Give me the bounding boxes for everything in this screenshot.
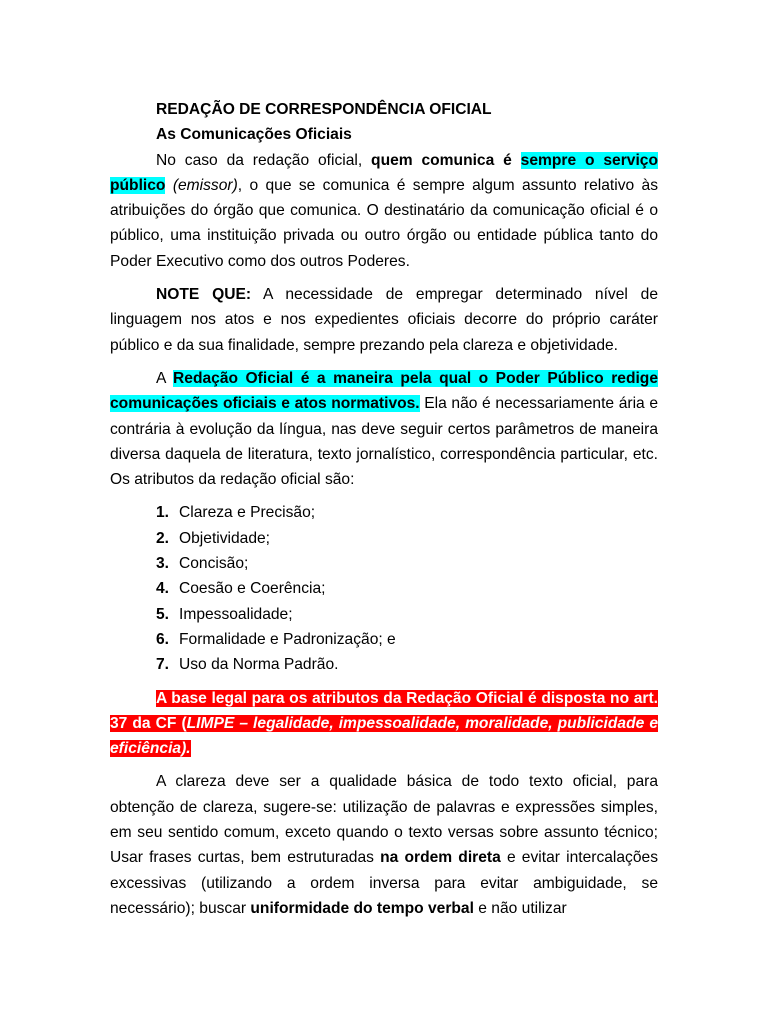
bold-text: uniformidade do tempo verbal	[250, 899, 474, 917]
text	[165, 177, 172, 194]
list-item	[156, 576, 658, 601]
list-number: 7.	[156, 656, 170, 674]
bold-text: quem comunica é	[371, 151, 521, 169]
text: A	[156, 369, 174, 387]
text: e não utilizar	[473, 899, 567, 917]
list-text: Formalidade e Padronização; e	[179, 630, 396, 648]
paragraph-intro	[110, 148, 658, 274]
list-number: 3.	[156, 555, 170, 573]
red-highlighted-text: A base legal para os atributos da Redação Oficial é disposta no art. 37 da CF (	[110, 689, 658, 732]
list-text: Coesão e Coerência;	[179, 580, 326, 598]
section-subtitle: As Comunicações Oficiais	[156, 126, 352, 144]
list-item	[156, 652, 658, 677]
list-text: Clareza e Precisão;	[179, 504, 316, 522]
list-item	[156, 602, 658, 627]
highlighted-text: sempre o serviço público	[110, 151, 658, 194]
list-number: 1.	[156, 504, 170, 522]
note-label: NOTE QUE:	[156, 286, 252, 304]
text: A necessidade de empregar determinado nível de linguagem nos atos e nos expedientes oficiais decorre do próprio caráter público e da sua finalidade, sempre prezando pela clareza e objetividade.	[110, 286, 658, 354]
list-text: Concisão;	[179, 555, 249, 573]
document-title: REDAÇÃO DE CORRESPONDÊNCIA OFICIAL	[156, 101, 492, 118]
paragraph-definition	[110, 366, 658, 492]
list-number: 2.	[156, 529, 170, 547]
italic-text: (emissor)	[172, 176, 238, 194]
attributes-list	[110, 500, 658, 677]
text: e evitar intercalações excessivas (utilizando a ordem inversa para evitar ambiguidade, se necessário); buscar	[110, 849, 658, 917]
paragraph-clarity	[110, 769, 658, 921]
list-item	[156, 551, 658, 576]
list-number: 6.	[156, 630, 170, 648]
list-number: 5.	[156, 605, 170, 623]
red-highlighted-italic-text: LIMPE – legalidade, impessoalidade, moralidade, publicidade e eficiência).	[110, 714, 658, 758]
text: , o que se comunica é sempre algum assunto relativo às atribuições do órgão que comunica. O destinatário da comunicação oficial é o público, uma instituição privada ou outro órgão ou entidade pública tanto do Poder Executivo como dos outros Poderes.	[110, 176, 658, 270]
highlighted-text: Redação Oficial é a maneira pela qual o Poder Público redige comunicações oficiais e atos normativos.	[110, 369, 658, 413]
paragraph-note	[110, 282, 658, 358]
list-item	[156, 526, 658, 551]
text: A clareza deve ser a qualidade básica de todo texto oficial, para obtenção de clareza, sugere-se: utilização de palavras e expressões simples, em seu sentido comum, exceto quando o texto versas sobre assunto técnico; Usar frases curtas, bem estruturadas	[110, 773, 658, 867]
paragraph-legal-basis	[110, 686, 658, 762]
bold-text: na ordem direta	[380, 849, 501, 867]
list-text: Impessoalidade;	[179, 605, 293, 623]
list-item	[156, 627, 658, 652]
list-item	[156, 500, 658, 525]
text: Ela não é necessariamente ária e contrária à evolução da língua, nas deve seguir certos parâmetros de maneira diversa daquela de literatura, texto jornalístico, correspondência particular, etc. Os atributos da redação oficial são:	[110, 395, 658, 489]
list-number: 4.	[156, 580, 170, 598]
list-text: Uso da Norma Padrão.	[179, 656, 339, 674]
list-text: Objetividade;	[179, 529, 271, 547]
text: No caso da redação oficial,	[156, 151, 372, 169]
